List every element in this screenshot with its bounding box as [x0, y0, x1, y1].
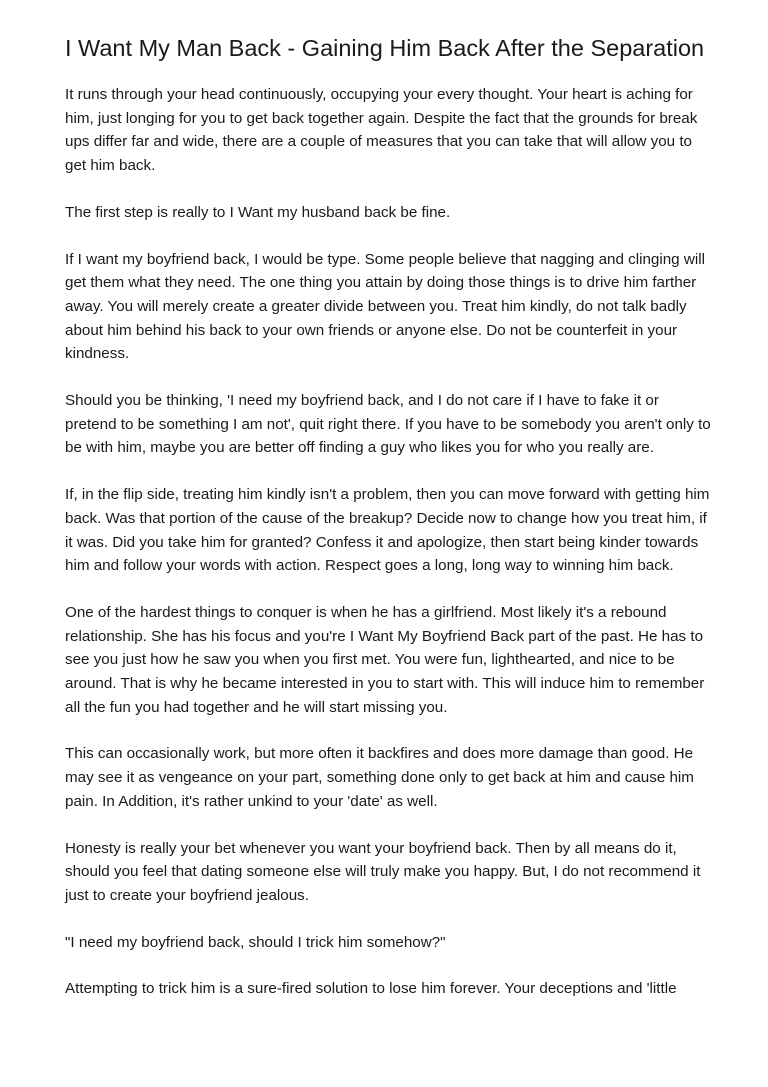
paragraph-7: This can occasionally work, but more often it backfires and does more damage than good. He may see it as vengeance on your part, something done only to get back at him and cause him pain. In Addition, it's rather unkind to your 'date' as well. [65, 745, 694, 810]
paragraph-5: If, in the flip side, treating him kindly isn't a problem, then you can move forward with getting him back. Was that portion of the cause of the breakup? Decide now to change how you treat him, if it was. Did you take him for granted? Confess it and apologize, then start being kinder towards him and follow your words with action. Respect goes a long, long way to winning him back. [65, 486, 710, 575]
paragraph-4: Should you be thinking, 'I need my boyfriend back, and I do not care if I have to fake it or pretend to be something I am not', quit right there. If you have to be somebody you aren't only to be with him, maybe you are better off finding a guy who likes you for who you really are. [65, 392, 711, 457]
paragraph-2: The first step is really to I Want my husband back be fine. [65, 203, 451, 221]
document-page [65, 32, 713, 1001]
paragraph-8: Honesty is really your bet whenever you want your boyfriend back. Then by all means do it, should you feel that dating someone else will truly make you happy. But, I do not recommend it just to create your boyfriend jealous. [65, 839, 701, 904]
document-title: I Want My Man Back - Gaining Him Back After the Separation [65, 35, 705, 61]
paragraph-3: If I want my boyfriend back, I would be type. Some people believe that nagging and clinging will get them what they need. The one thing you attain by doing those things is to drive him farther away. You will merely create a greater divide between you. Treat him kindly, do not talk badly about him behind his back to your own friends or anyone else. Do not be counterfeit in your kindness. [65, 250, 705, 363]
paragraph-10: Attempting to trick him is a sure-fired solution to lose him forever. Your deceptions and 'little [65, 980, 677, 998]
paragraph-1: It runs through your head continuously, occupying your every thought. Your heart is aching for him, just longing for you to get back together again. Despite the fact that the grounds for break ups differ far and wide, there are a couple of measures that you can take that will allow you to get him back. [65, 86, 698, 175]
paragraph-9: "I need my boyfriend back, should I trick him somehow?" [65, 933, 446, 951]
paragraph-6: One of the hardest things to conquer is when he has a girlfriend. Most likely it's a rebound relationship. She has his focus and you're I Want My Boyfriend Back part of the past. He has to see you just how he saw you when you first met. You were fun, lighthearted, and nice to be around. That is why he became interested in you to start with. This will induce him to remember all the fun you had together and he will start missing you. [65, 603, 705, 716]
